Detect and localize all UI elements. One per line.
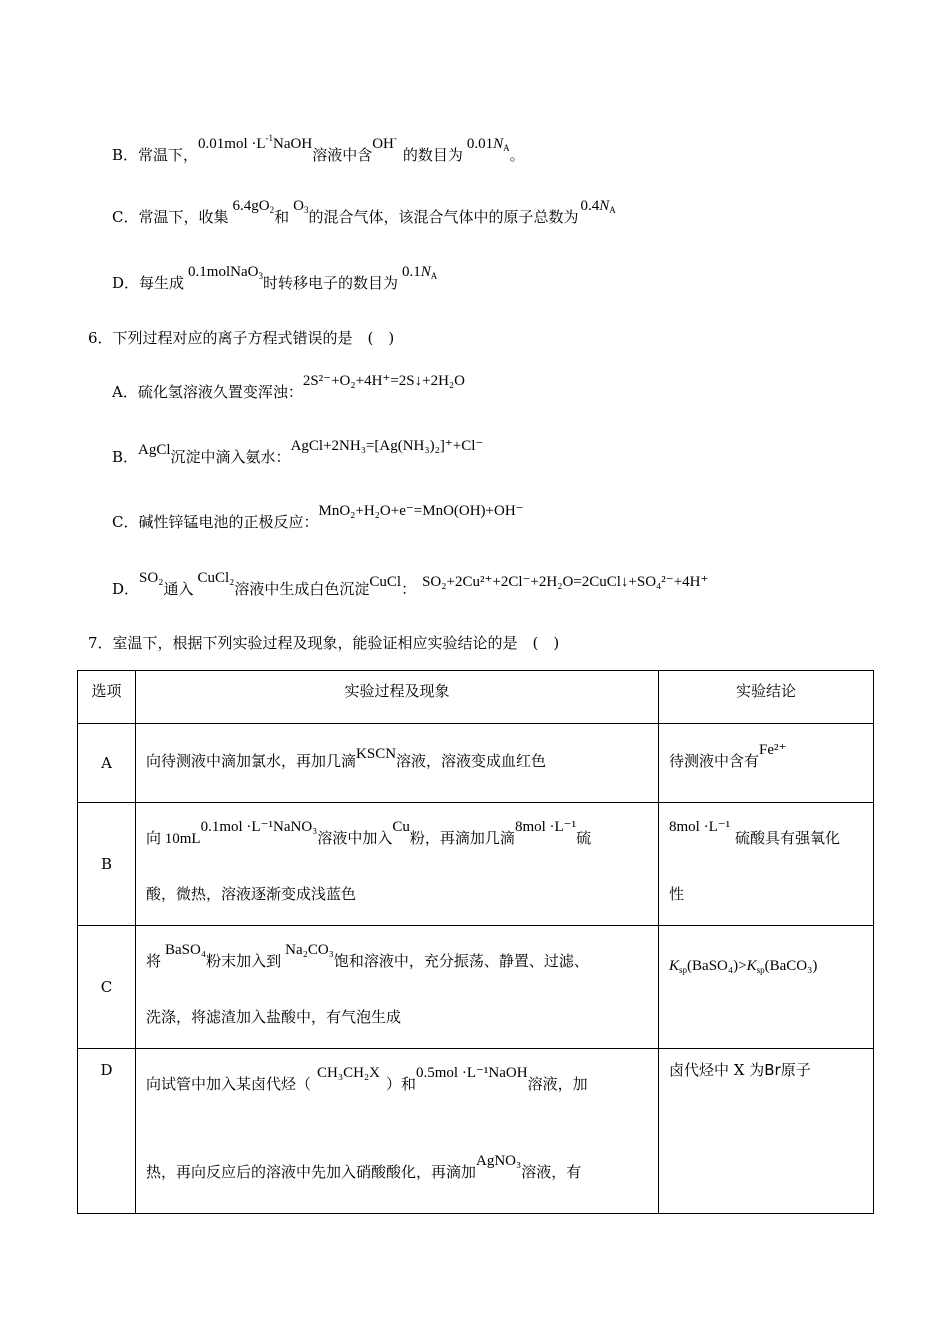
table-row	[78, 926, 874, 1049]
formula-conc: $0.01mol \cdot L^{-1}NaOH$	[198, 133, 313, 152]
formula-mass: $6.4gO_2$	[232, 198, 275, 215]
formula-na: $0.4N_A$	[580, 198, 616, 215]
equation: AgCl+2NH₃=[Ag(NH₃)₂]⁺+Cl⁻	[290, 438, 484, 454]
row-conclusion: $K_{sp}(BaSO_4)>K_{sp}(BaCO_3)$	[659, 926, 874, 1049]
table-row	[78, 803, 874, 926]
text: C．碱性锌锰电池的正极反应：	[112, 513, 319, 531]
row-conclusion: 8mol ·L⁻¹ 硫酸具有强氧化 性	[659, 803, 874, 926]
q6-option-c	[112, 503, 524, 533]
formula-so2: SO₂	[139, 570, 164, 586]
row-process: 向试管中加入某卤代烃（CH₃CH₂X）和0.5mol ·L⁻¹NaOH溶液，加 热，再向反应后的溶液中先加入硝酸酸化，再滴加AgNO₃溶液，有	[136, 1049, 659, 1214]
text: ：	[401, 580, 417, 598]
equation: MnO₂+H₂O+e⁻=MnO(OH)+OH⁻	[318, 503, 524, 519]
table-row	[78, 724, 874, 803]
text: 。	[509, 146, 525, 164]
formula-na: $0.01N_A$	[466, 136, 510, 153]
row-process: 向 10mL0.1mol ·L⁻¹NaNO₃溶液中加入Cu粉，再滴加几滴8mol ·L⁻¹硫 酸，微热，溶液逐渐变成浅蓝色	[136, 803, 659, 926]
q5-option-b	[112, 133, 525, 170]
row-conclusion: 卤代烃中 X 为Br原子	[659, 1049, 874, 1214]
q7-stem: 7．室温下，根据下列实验过程及现象，能验证相应实验结论的是 ( )	[88, 634, 560, 652]
equation: 2S²⁻+O₂+4H⁺=2S↓+2H₂O	[302, 373, 465, 389]
text: D．	[112, 580, 140, 598]
row-process: 向待测液中滴加氯水，再加几滴KSCN溶液，溶液变成血红色	[136, 724, 659, 803]
row-option: C	[78, 926, 136, 1049]
text: D．每生成	[112, 274, 185, 292]
formula-agcl: AgCl	[138, 442, 171, 458]
q5-option-c	[112, 198, 616, 232]
text: 的混合气体，该混合气体中的原子总数为	[308, 208, 579, 226]
q5-option-d	[112, 264, 438, 298]
text: B．	[112, 448, 139, 466]
formula-na: $0.1N_A$	[401, 264, 438, 281]
q6-stem: 6．下列过程对应的离子方程式错误的是 ( )	[88, 329, 395, 347]
formula-cucl2: CuCl₂	[197, 570, 235, 586]
experiment-table	[77, 670, 874, 1214]
text: 的数目为	[402, 146, 463, 164]
formula-oh: OH-	[372, 133, 397, 152]
formula-o3: $O_3$	[293, 198, 309, 215]
text: 溶液中生成白色沉淀	[234, 580, 370, 598]
text: C．常温下，收集	[112, 208, 229, 226]
formula-nao3: 0.1molNaO$_3$	[188, 264, 263, 281]
text: 沉淀中滴入氨水：	[170, 448, 291, 466]
row-conclusion: 待测液中含有Fe²⁺	[659, 724, 874, 803]
header-conclusion: 实验结论	[659, 671, 874, 724]
text: A．硫化氢溶液久置变浑浊：	[112, 383, 303, 401]
row-process: 将BaSO₄粉末加入到Na₂CO₃饱和溶液中，充分振荡、静置、过滤、 洗涤，将滤渣加入盐酸中，有气泡生成	[136, 926, 659, 1049]
text: 和	[274, 208, 290, 226]
q6-option-a	[112, 373, 465, 403]
header-option: 选项	[78, 671, 136, 724]
table-row	[78, 1049, 874, 1214]
text: 溶液中含	[312, 146, 373, 164]
q6-option-d	[112, 570, 709, 600]
q6-option-b	[112, 438, 484, 468]
text: 时转移电子的数目为	[262, 274, 398, 292]
equation: SO₂+2Cu²⁺+2Cl⁻+2H₂O=2CuCl↓+SO₄²⁻+4H⁺	[422, 574, 709, 590]
row-option: B	[78, 803, 136, 926]
table-header-row	[78, 671, 874, 724]
row-option: A	[78, 724, 136, 803]
formula-cucl: CuCl	[369, 574, 402, 590]
text: 通入	[163, 580, 194, 598]
row-option: D	[78, 1049, 136, 1214]
header-process: 实验过程及现象	[136, 671, 659, 724]
text: B．常温下，	[112, 146, 199, 164]
